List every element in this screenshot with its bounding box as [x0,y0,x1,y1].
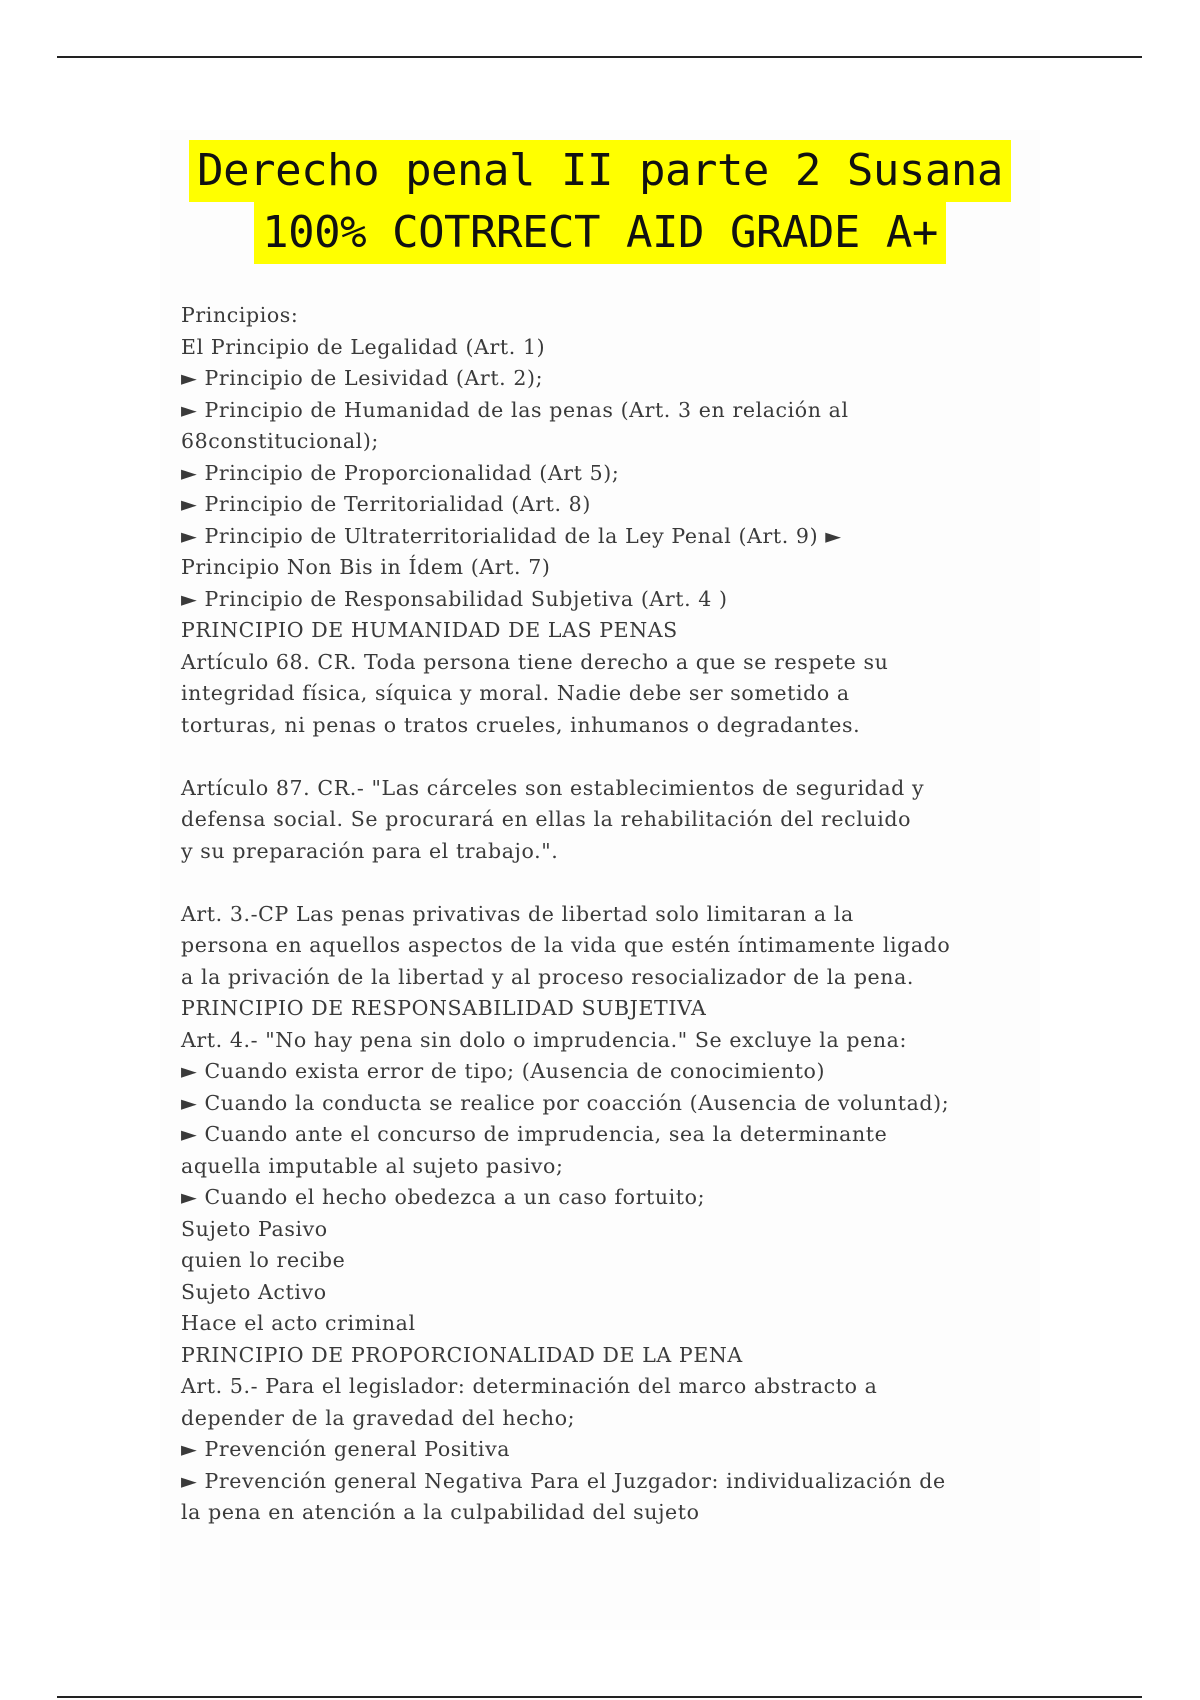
text-line: ► Cuando la conducta se realice por coacción (Ausencia de voluntad); [181,1090,950,1115]
text-line: ► Principio de Responsabilidad Subjetiva (Art. 4 ) [181,586,728,611]
blank-line [181,867,1061,899]
text-line: ► Principio de Lesividad (Art. 2); [181,366,544,390]
text-line: persona en aquellos aspectos de la vida que estén íntimamente ligado [181,933,951,957]
text-line: PRINCIPIO DE HUMANIDAD DE LAS PENAS [181,618,678,642]
text-line: Hace el acto criminal [181,1311,416,1335]
text-line: aquella imputable al sujeto pasivo; [181,1153,564,1178]
text-line: ► Principio de Proporcionalidad (Art 5); [181,460,620,485]
text-line: quien lo recibe [181,1248,346,1272]
text-line: integridad física, síquica y moral. Nadie debe ser sometido a [181,681,850,705]
document-body [181,300,1061,1529]
text-line: Principio Non Bis in Ídem (Art. 7) [181,555,551,579]
blank-line [181,741,1061,773]
bottom-divider [57,1696,1142,1698]
text-line: torturas, ni penas o tratos crueles, inhumanos o degradantes. [181,712,861,737]
text-line: defensa social. Se procurará en ellas la rehabilitación del recluido [181,807,912,831]
text-line: la pena en atención a la culpabilidad del sujeto [181,1500,700,1524]
text-line: PRINCIPIO DE PROPORCIONALIDAD DE LA PENA [181,1342,743,1367]
text-line: Art. 4.- "No hay pena sin dolo o imprudencia." Se excluye la pena: [181,1027,907,1052]
text-line: 68constitucional); [181,429,379,453]
text-line: Artículo 68. CR. Toda persona tiene derecho a que se respete su [181,649,889,674]
text-line: PRINCIPIO DE RESPONSABILIDAD SUBJETIVA [181,996,707,1020]
text-line: Art. 3.-CP Las penas privativas de libertad solo limitaran a la [181,901,854,926]
top-divider [57,56,1142,58]
text-line: depender de la gravedad del hecho; [181,1405,576,1430]
text-line: ► Prevención general Positiva [181,1437,511,1461]
text-line: Art. 5.- Para el legislador: determinación del marco abstracto a [181,1374,878,1398]
text-line: Sujeto Activo [181,1279,327,1304]
text-line: a la privación de la libertad y al proceso resocializador de la pena. [181,964,915,989]
text-line: ► Cuando exista error de tipo; (Ausencia de conocimiento) [181,1059,826,1083]
text-line: ► Cuando el hecho obedezca a un caso fortuito; [181,1185,706,1209]
text-line: ► Prevención general Negativa Para el Juzgador: individualización de [181,1468,946,1493]
text-line: y su preparación para el trabajo.". [181,838,559,863]
text-line: ► Cuando ante el concurso de imprudencia, sea la determinante [181,1122,888,1146]
title-line-1: Derecho penal II parte 2 Susana [189,140,1011,202]
title-line-2: 100% COTRRECT AID GRADE A+ [254,202,946,264]
text-line: Sujeto Pasivo [181,1216,328,1241]
text-line: ► Principio de Territorialidad (Art. 8) [181,492,591,516]
text-line: ► Principio de Humanidad de las penas (Art. 3 en relación al [181,397,849,422]
text-line: El Principio de Legalidad (Art. 1) [181,334,546,359]
text-line: Artículo 87. CR.- "Las cárceles son establecimientos de seguridad y [181,775,925,800]
document-title [0,140,1200,264]
text-line: Principios: [181,303,299,327]
text-line: ► Principio de Ultraterritorialidad de la Ley Penal (Art. 9) ► [181,523,842,548]
